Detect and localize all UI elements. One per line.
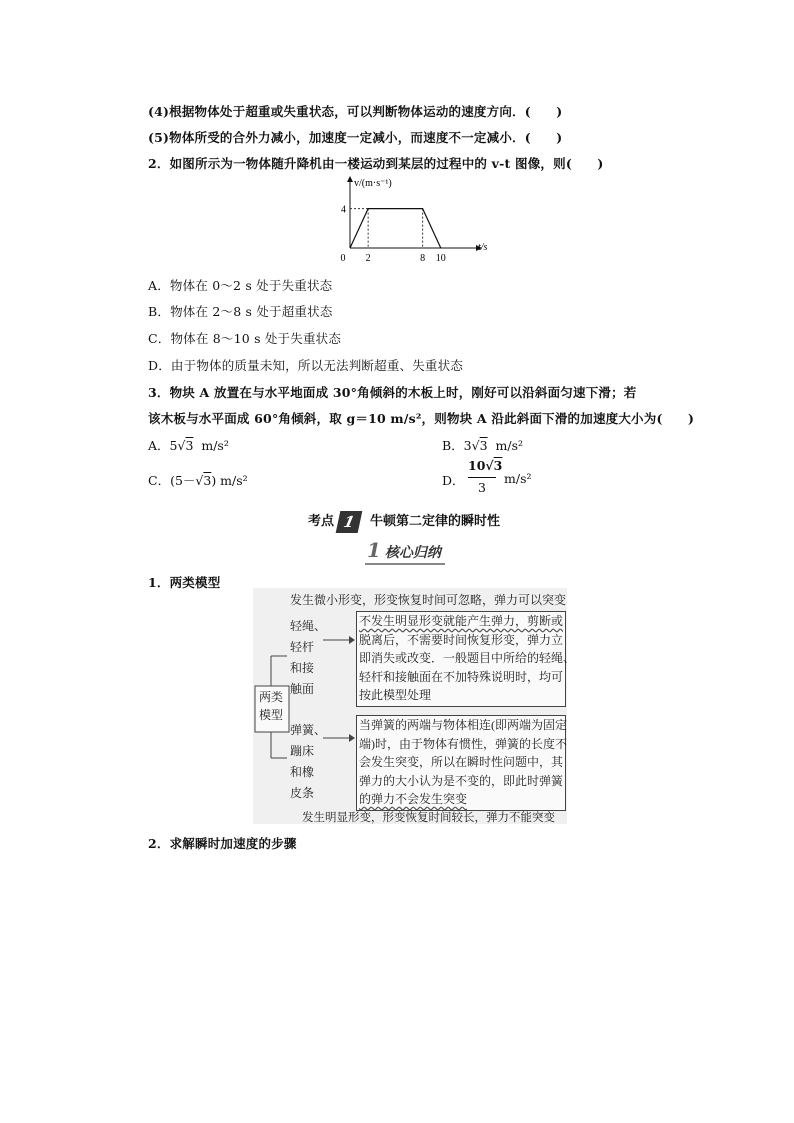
y-axis-label: v/(m·s⁻¹) [354,178,392,189]
x-tick-label: 8 [420,253,426,264]
question-3-stem-line1: 3．物块 A 放置在与水平地面成 30°角倾斜的木板上时，刚好可以沿斜面匀速下滑；若 [148,385,637,400]
diagram-bottom-note: 发生明显形变，形变恢复时间较长，弹力不能突变 [302,812,555,824]
section-badge: 1 [336,511,363,533]
branch-2-label: 弹簧、 蹦床 和橡 皮条 [290,723,327,800]
statement-5: (5)物体所受的合外力减小，加速度一定减小，而速度不一定减小．( ) [148,130,563,145]
option-3a: A．5√3 m/s² [148,438,229,453]
x-tick-label: 0 [340,253,346,264]
branch-1-label: 轻绳、 轻杆 和接 触面 [290,619,327,696]
diagram-root: 两类 模型 [258,690,283,722]
option-2d: D．由于物体的质量未知，所以无法判断超重、失重状态 [148,358,464,373]
x-axis-label: t/s [478,242,488,253]
option-2a: A．物体在 0～2 s 处于失重状态 [148,278,333,293]
x-tick-label: 2 [365,253,371,264]
subheading: 1 核心归纳 [367,538,441,562]
x-tick-label: 10 [435,253,446,264]
diagram-top-note: 发生微小形变，形变恢复时间可忽略，弹力可以突变 [290,593,567,607]
question-2-stem: 2．如图所示为一物体随升降机由一楼运动到某层的过程中的 v-t 图像，则( ) [148,156,604,171]
y-tick-label: 4 [341,204,346,216]
question-3-stem-line2: 该木板与水平面成 60°角倾斜，取 g＝10 m/s²，则物块 A 沿此斜面下滑的加速度大小为( ) [148,411,695,426]
vt-graph [330,174,490,266]
option-3b: B．3√3 m/s² [442,438,524,453]
branch-2-text: 当弹簧的两端与物体相连(即两端为固定 端)时，由于物体有惯性，弹簧的长度不 会发生突变，所以在瞬时性问题中，其 弹力的大小认为是不变的，即此时弹簧 的弹力不会发生突变 [359,718,567,806]
part-2-heading: 2．求解瞬时加速度的步骤 [148,836,297,851]
option-2c: C．物体在 8～10 s 处于失重状态 [148,331,342,346]
section-heading: 考点 1 牛顿第二定律的瞬时性 [308,512,501,531]
part-1-heading: 1．两类模型 [148,575,221,590]
option-2b: B．物体在 2～8 s 处于超重状态 [148,304,333,319]
option-3c: C．(5－√3) m/s² [148,473,248,488]
statement-4: (4)根据物体处于超重或失重状态，可以判断物体运动的速度方向．( ) [148,104,563,119]
branch-1-text: 不发生明显形变就能产生弹力，剪断或 脱离后，不需要时间恢复形变，弹力立 即消失或改变．一般题目中所给的轻绳、 轻杆和接触面在不加特殊说明时，均可 按此模型处理 [359,614,576,702]
